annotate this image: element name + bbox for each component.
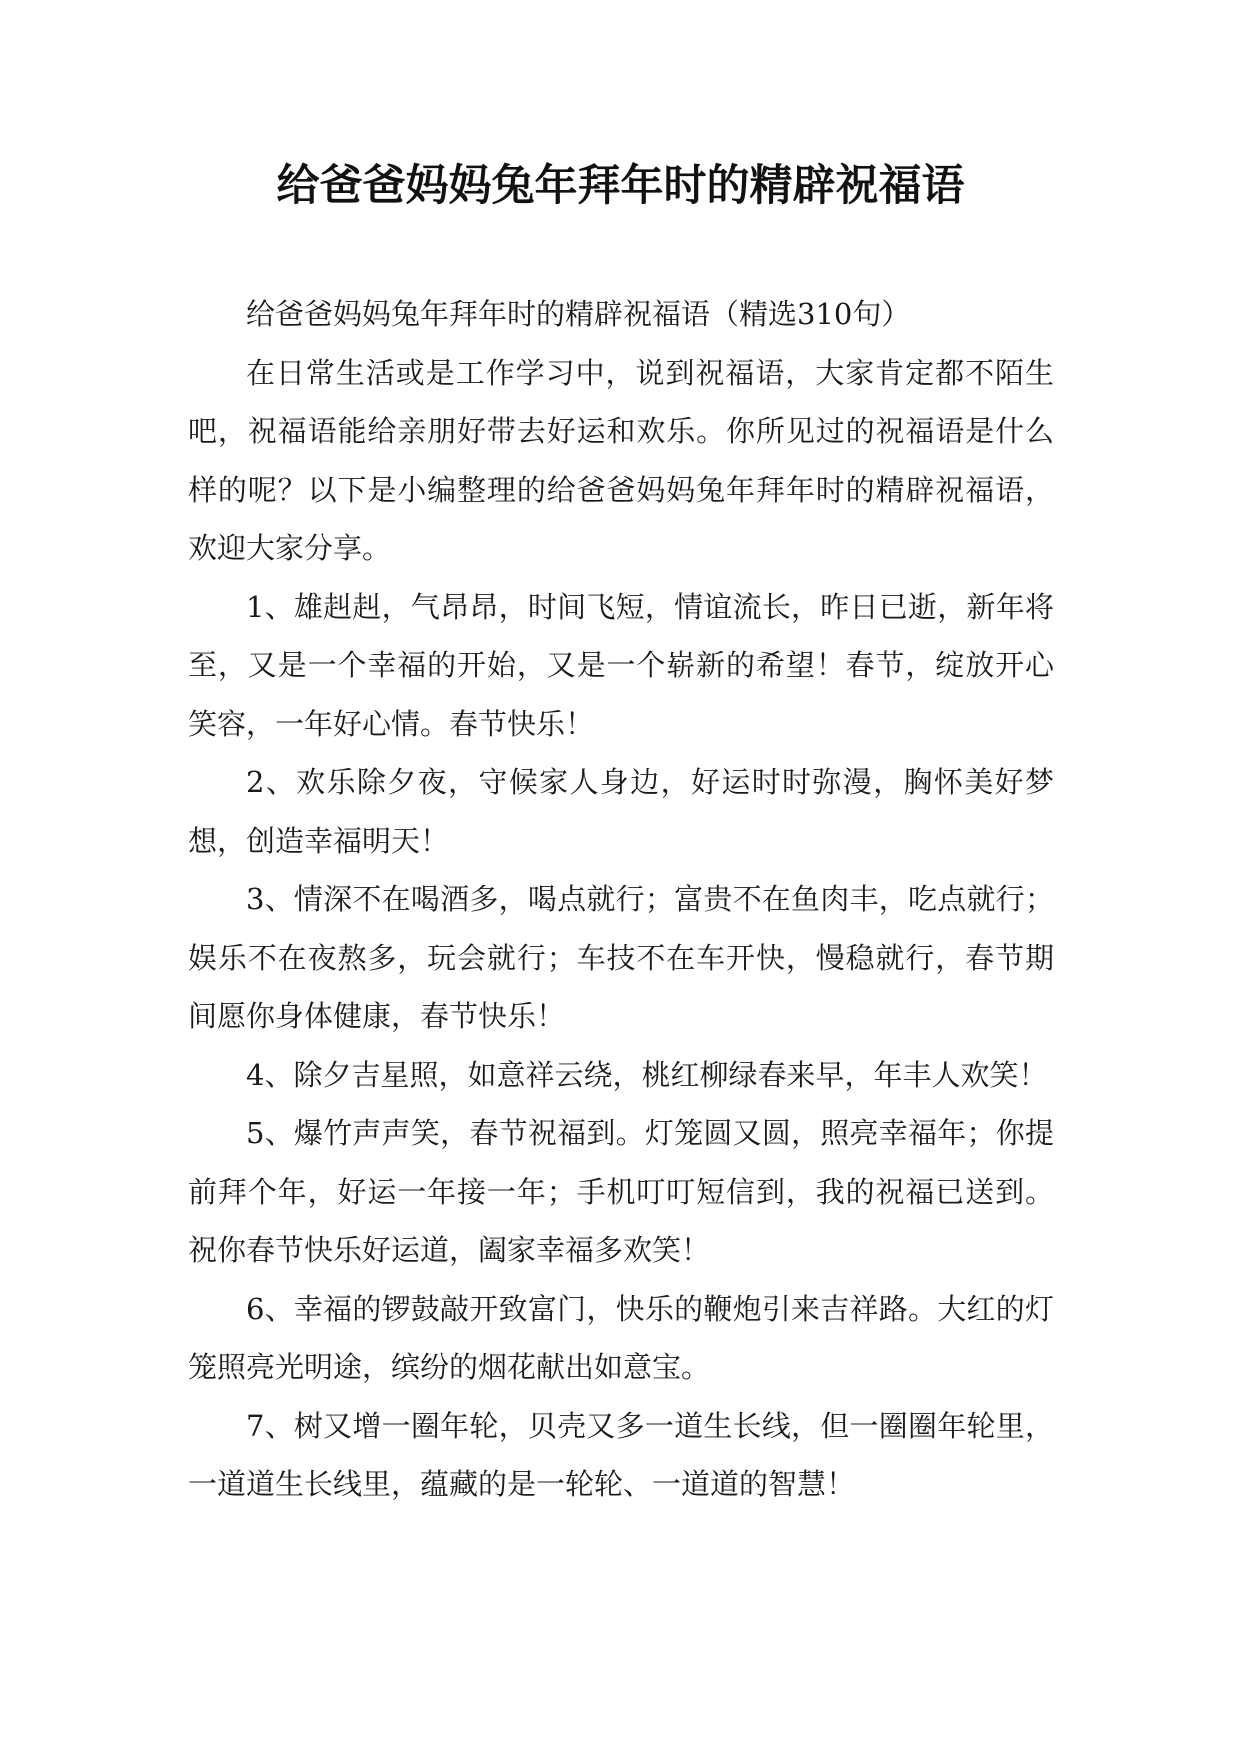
paragraph-item-1: 1、雄赳赳，气昂昂，时间飞短，情谊流长，昨日已逝，新年将至，又是一个幸福的开始，又是一个崭新的希望！春节，绽放开心笑容，一年好心情。春节快乐！ — [188, 589, 1054, 741]
document-body — [188, 285, 1054, 1514]
paragraph-item-7: 7、树又增一圈年轮，贝壳又多一道生长线，但一圈圈年轮里，一道道生长线里，蕴藏的是一轮轮、一道道的智慧！ — [188, 1408, 1054, 1501]
paragraph-intro: 在日常生活或是工作学习中，说到祝福语，大家肯定都不陌生吧，祝福语能给亲朋好带去好运和欢乐。你所见过的祝福语是什么样的呢？以下是小编整理的给爸爸妈妈兔年拜年时的精辟祝福语，欢迎大家分享。 — [188, 355, 1054, 565]
paragraph-subtitle: 给爸爸妈妈兔年拜年时的精辟祝福语（精选310句） — [246, 297, 911, 331]
paragraph-item-5: 5、爆竹声声笑，春节祝福到。灯笼圆又圆，照亮幸福年；你提前拜个年，好运一年接一年；手机叮叮短信到，我的祝福已送到。祝你春节快乐好运道，阖家幸福多欢笑！ — [188, 1116, 1054, 1267]
paragraph-item-3: 3、情深不在喝酒多，喝点就行；富贵不在鱼肉丰，吃点就行；娱乐不在夜熬多，玩会就行；车技不在车开快，慢稳就行，春节期间愿你身体健康，春节快乐！ — [188, 882, 1054, 1033]
paragraph-item-6: 6、幸福的锣鼓敲开致富门，快乐的鞭炮引来吉祥路。大红的灯笼照亮光明途，缤纷的烟花献出如意宝。 — [188, 1291, 1054, 1384]
document-title: 给爸爸妈妈兔年拜年时的精辟祝福语 — [276, 161, 965, 211]
paragraph-item-2: 2、欢乐除夕夜，守候家人身边，好运时时弥漫，胸怀美好梦想，创造幸福明天！ — [188, 765, 1054, 858]
paragraph-item-4: 4、除夕吉星照，如意祥云绕，桃红柳绿春来早，年丰人欢笑！ — [246, 1057, 1048, 1092]
